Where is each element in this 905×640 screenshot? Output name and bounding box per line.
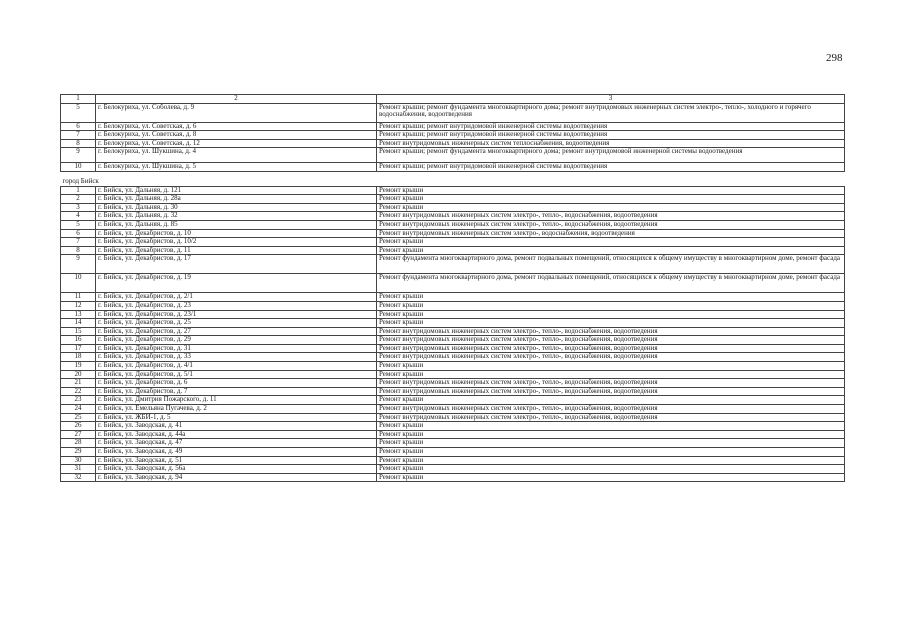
table-row: [61, 220, 845, 229]
row-address: г. Бийск, ул. ЖБИ-1, д. 5: [96, 413, 377, 422]
row-address: г. Бийск, ул. Декабристов, д. 19: [96, 274, 377, 293]
table-row: [61, 212, 845, 221]
row-address: г. Бийск, ул. Декабристов, д. 29: [96, 336, 377, 345]
row-number: 7: [61, 131, 96, 140]
row-address: г. Бийск, ул. Декабристов, д. 4/1: [96, 362, 377, 371]
table-row: [61, 319, 845, 328]
table-row: [61, 229, 845, 238]
row-work: Ремонт внутридомовых инженерных систем электро-, водоснабжения, водоотведения: [377, 229, 845, 238]
row-number: 16: [61, 336, 96, 345]
row-work: Ремонт внутридомовых инженерных систем электро-, тепло-, водоснабжения, водоотведения: [377, 327, 845, 336]
row-number: 31: [61, 465, 96, 474]
row-address: г. Бийск, ул. Декабристов, д. 23: [96, 301, 377, 310]
row-address: г. Бийск, ул. Дальняя, д. 85: [96, 220, 377, 229]
row-work: Ремонт фундамента многоквартирного дома, ремонт подвальных помещений, относящихся к общему имуществу в многоквартирном доме, ремонт фасада: [377, 274, 845, 293]
row-number: 8: [61, 139, 96, 148]
table-row: [61, 422, 845, 431]
table-row: [61, 387, 845, 396]
table-row: [61, 274, 845, 293]
row-address: г. Бийск, ул. Заводская, д. 51: [96, 456, 377, 465]
table-row: [61, 396, 845, 405]
row-number: 6: [61, 122, 96, 131]
row-work: Ремонт крыши: [377, 362, 845, 371]
row-number: 11: [61, 293, 96, 302]
row-number: 9: [61, 255, 96, 274]
row-work: Ремонт внутридомовых инженерных систем электро-, тепло-, водоснабжения, водоотведения: [377, 353, 845, 362]
row-number: 18: [61, 353, 96, 362]
row-address: г. Белокуриха, ул. Соболева, д. 9: [96, 103, 377, 122]
row-address: г. Бийск, ул. Заводская, д. 56а: [96, 465, 377, 474]
row-number: 5: [61, 103, 96, 122]
table-row: [61, 186, 845, 195]
row-work: Ремонт крыши; ремонт фундамента многоквартирного дома; ремонт внутридомовых инженерных систем электро-, тепло-, холодного и горячего водоснабжения, водоотведения: [377, 103, 845, 122]
row-work: Ремонт крыши: [377, 439, 845, 448]
row-work: Ремонт крыши: [377, 246, 845, 255]
col-header-3: 3: [377, 95, 845, 104]
row-address: г. Бийск, ул. Декабристов, д. 2/1: [96, 293, 377, 302]
table-row: [61, 103, 845, 122]
row-address: г. Белокуриха, ул. Шукшина, д. 4: [96, 148, 377, 163]
row-work: Ремонт внутридомовых инженерных систем электро-, тепло-, водоснабжения, водоотведения: [377, 212, 845, 221]
row-address: г. Бийск, ул. Заводская, д. 49: [96, 448, 377, 457]
row-work: Ремонт внутридомовых инженерных систем теплоснабжения, водоотведения: [377, 139, 845, 148]
row-work: Ремонт внутридомовых инженерных систем электро-, тепло-, водоснабжения, водоотведения: [377, 220, 845, 229]
page-number: 298: [826, 52, 843, 64]
section-title: город Бийск: [61, 171, 845, 186]
row-address: г. Белокуриха, ул. Советская, д. 6: [96, 122, 377, 131]
row-work: Ремонт крыши: [377, 238, 845, 247]
row-work: Ремонт внутридомовых инженерных систем электро-, тепло-, водоснабжения, водоотведения: [377, 344, 845, 353]
row-address: г. Бийск, ул. Декабристов, д. 25: [96, 319, 377, 328]
row-work: Ремонт внутридомовых инженерных систем электро-, тепло-, водоснабжения, водоотведения: [377, 379, 845, 388]
row-work: Ремонт крыши; ремонт внутридомовой инженерной системы водоотведения: [377, 131, 845, 140]
row-number: 32: [61, 473, 96, 482]
row-number: 22: [61, 387, 96, 396]
row-work: Ремонт крыши; ремонт фундамента многоквартирного дома; ремонт внутридомовой инженерной системы водоотведения: [377, 148, 845, 163]
row-number: 4: [61, 212, 96, 221]
row-address: г. Бийск, ул. Декабристов, д. 17: [96, 255, 377, 274]
table-row: [61, 293, 845, 302]
row-number: 21: [61, 379, 96, 388]
row-address: г. Белокуриха, ул. Шукшина, д. 5: [96, 163, 377, 172]
table-row: [61, 370, 845, 379]
row-address: г. Белокуриха, ул. Советская, д. 12: [96, 139, 377, 148]
row-number: 27: [61, 430, 96, 439]
row-work: Ремонт внутридомовых инженерных систем электро-, тепло-, водоснабжения, водоотведения: [377, 387, 845, 396]
row-work: Ремонт крыши: [377, 370, 845, 379]
row-number: 23: [61, 396, 96, 405]
table-row: [61, 139, 845, 148]
row-number: 28: [61, 439, 96, 448]
row-number: 20: [61, 370, 96, 379]
row-address: г. Бийск, ул. Декабристов, д. 10/2: [96, 238, 377, 247]
row-address: г. Бийск, ул. Дальняя, д. 28а: [96, 195, 377, 204]
table-row: [61, 473, 845, 482]
section-row: [61, 171, 845, 186]
row-number: 10: [61, 163, 96, 172]
row-address: г. Бийск, ул. Дальняя, д. 32: [96, 212, 377, 221]
table-row: [61, 163, 845, 172]
row-number: 29: [61, 448, 96, 457]
row-address: г. Бийск, ул. Декабристов, д. 6: [96, 379, 377, 388]
col-header-2: 2: [96, 95, 377, 104]
table-row: [61, 465, 845, 474]
row-work: Ремонт крыши: [377, 301, 845, 310]
table-row: [61, 203, 845, 212]
row-work: Ремонт крыши: [377, 422, 845, 431]
row-number: 24: [61, 405, 96, 414]
row-work: Ремонт крыши: [377, 465, 845, 474]
table-row: [61, 310, 845, 319]
row-number: 7: [61, 238, 96, 247]
table-row: [61, 405, 845, 414]
table-row: [61, 327, 845, 336]
row-work: Ремонт крыши: [377, 195, 845, 204]
table-row: [61, 413, 845, 422]
row-address: г. Бийск, ул. Декабристов, д. 23/1: [96, 310, 377, 319]
row-work: Ремонт крыши: [377, 473, 845, 482]
row-work: Ремонт внутридомовых инженерных систем электро-, тепло-, водоснабжения, водоотведения: [377, 336, 845, 345]
table-row: [61, 344, 845, 353]
table-row: [61, 336, 845, 345]
row-number: 2: [61, 195, 96, 204]
row-number: 6: [61, 229, 96, 238]
row-address: г. Белокуриха, ул. Советская, д. 8: [96, 131, 377, 140]
row-work: Ремонт фундамента многоквартирного дома, ремонт подвальных помещений, относящихся к общему имуществу в многоквартирном доме, ремонт фасада: [377, 255, 845, 274]
table-row: [61, 148, 845, 163]
row-number: 19: [61, 362, 96, 371]
row-number: 14: [61, 319, 96, 328]
header-row: [61, 95, 845, 104]
row-address: г. Бийск, ул. Дальняя, д. 30: [96, 203, 377, 212]
row-number: 1: [61, 186, 96, 195]
table-row: [61, 456, 845, 465]
row-number: 26: [61, 422, 96, 431]
row-work: Ремонт внутридомовых инженерных систем электро-, тепло-, водоснабжения, водоотведения: [377, 413, 845, 422]
row-number: 30: [61, 456, 96, 465]
row-work: Ремонт крыши: [377, 456, 845, 465]
row-address: г. Бийск, ул. Декабристов, д. 31: [96, 344, 377, 353]
row-work: Ремонт крыши: [377, 310, 845, 319]
row-work: Ремонт крыши: [377, 319, 845, 328]
row-work: Ремонт крыши: [377, 293, 845, 302]
row-address: г. Бийск, ул. Декабристов, д. 11: [96, 246, 377, 255]
row-number: 5: [61, 220, 96, 229]
table-row: [61, 439, 845, 448]
row-number: 12: [61, 301, 96, 310]
table-row: [61, 301, 845, 310]
row-number: 3: [61, 203, 96, 212]
row-number: 9: [61, 148, 96, 163]
table-row: [61, 362, 845, 371]
table-row: [61, 131, 845, 140]
table-row: [61, 430, 845, 439]
row-work: Ремонт крыши: [377, 186, 845, 195]
repair-table: [60, 94, 845, 482]
table-row: [61, 255, 845, 274]
row-work: Ремонт крыши: [377, 396, 845, 405]
row-address: г. Бийск, ул. Декабристов, д. 10: [96, 229, 377, 238]
table-row: [61, 448, 845, 457]
col-header-1: 1: [61, 95, 96, 104]
table-row: [61, 353, 845, 362]
row-address: г. Бийск, ул. Декабристов, д. 33: [96, 353, 377, 362]
row-address: г. Бийск, ул. Емельяна Пугачева, д. 2: [96, 405, 377, 414]
row-work: Ремонт внутридомовых инженерных систем электро-, тепло-, водоснабжения, водоотведения: [377, 405, 845, 414]
table-row: [61, 122, 845, 131]
row-address: г. Бийск, ул. Заводская, д. 41: [96, 422, 377, 431]
row-number: 8: [61, 246, 96, 255]
row-address: г. Бийск, ул. Заводская, д. 44а: [96, 430, 377, 439]
table-row: [61, 195, 845, 204]
table-body: [61, 95, 845, 482]
row-number: 13: [61, 310, 96, 319]
row-work: Ремонт крыши: [377, 448, 845, 457]
row-address: г. Бийск, ул. Дальняя, д. 121: [96, 186, 377, 195]
row-address: г. Бийск, ул. Заводская, д. 94: [96, 473, 377, 482]
row-address: г. Бийск, ул. Декабристов, д. 5/1: [96, 370, 377, 379]
table-row: [61, 246, 845, 255]
row-number: 15: [61, 327, 96, 336]
table-row: [61, 238, 845, 247]
row-address: г. Бийск, ул. Заводская, д. 47: [96, 439, 377, 448]
row-address: г. Бийск, ул. Декабристов, д. 7: [96, 387, 377, 396]
row-number: 25: [61, 413, 96, 422]
row-work: Ремонт крыши; ремонт внутридомовой инженерной системы водоотведения: [377, 163, 845, 172]
row-work: Ремонт крыши: [377, 430, 845, 439]
row-address: г. Бийск, ул. Дмитрия Пожарского, д. 11: [96, 396, 377, 405]
table-row: [61, 379, 845, 388]
row-address: г. Бийск, ул. Декабристов, д. 27: [96, 327, 377, 336]
row-number: 17: [61, 344, 96, 353]
row-number: 10: [61, 274, 96, 293]
row-work: Ремонт крыши; ремонт внутридомовой инженерной системы водоотведения: [377, 122, 845, 131]
row-work: Ремонт крыши: [377, 203, 845, 212]
